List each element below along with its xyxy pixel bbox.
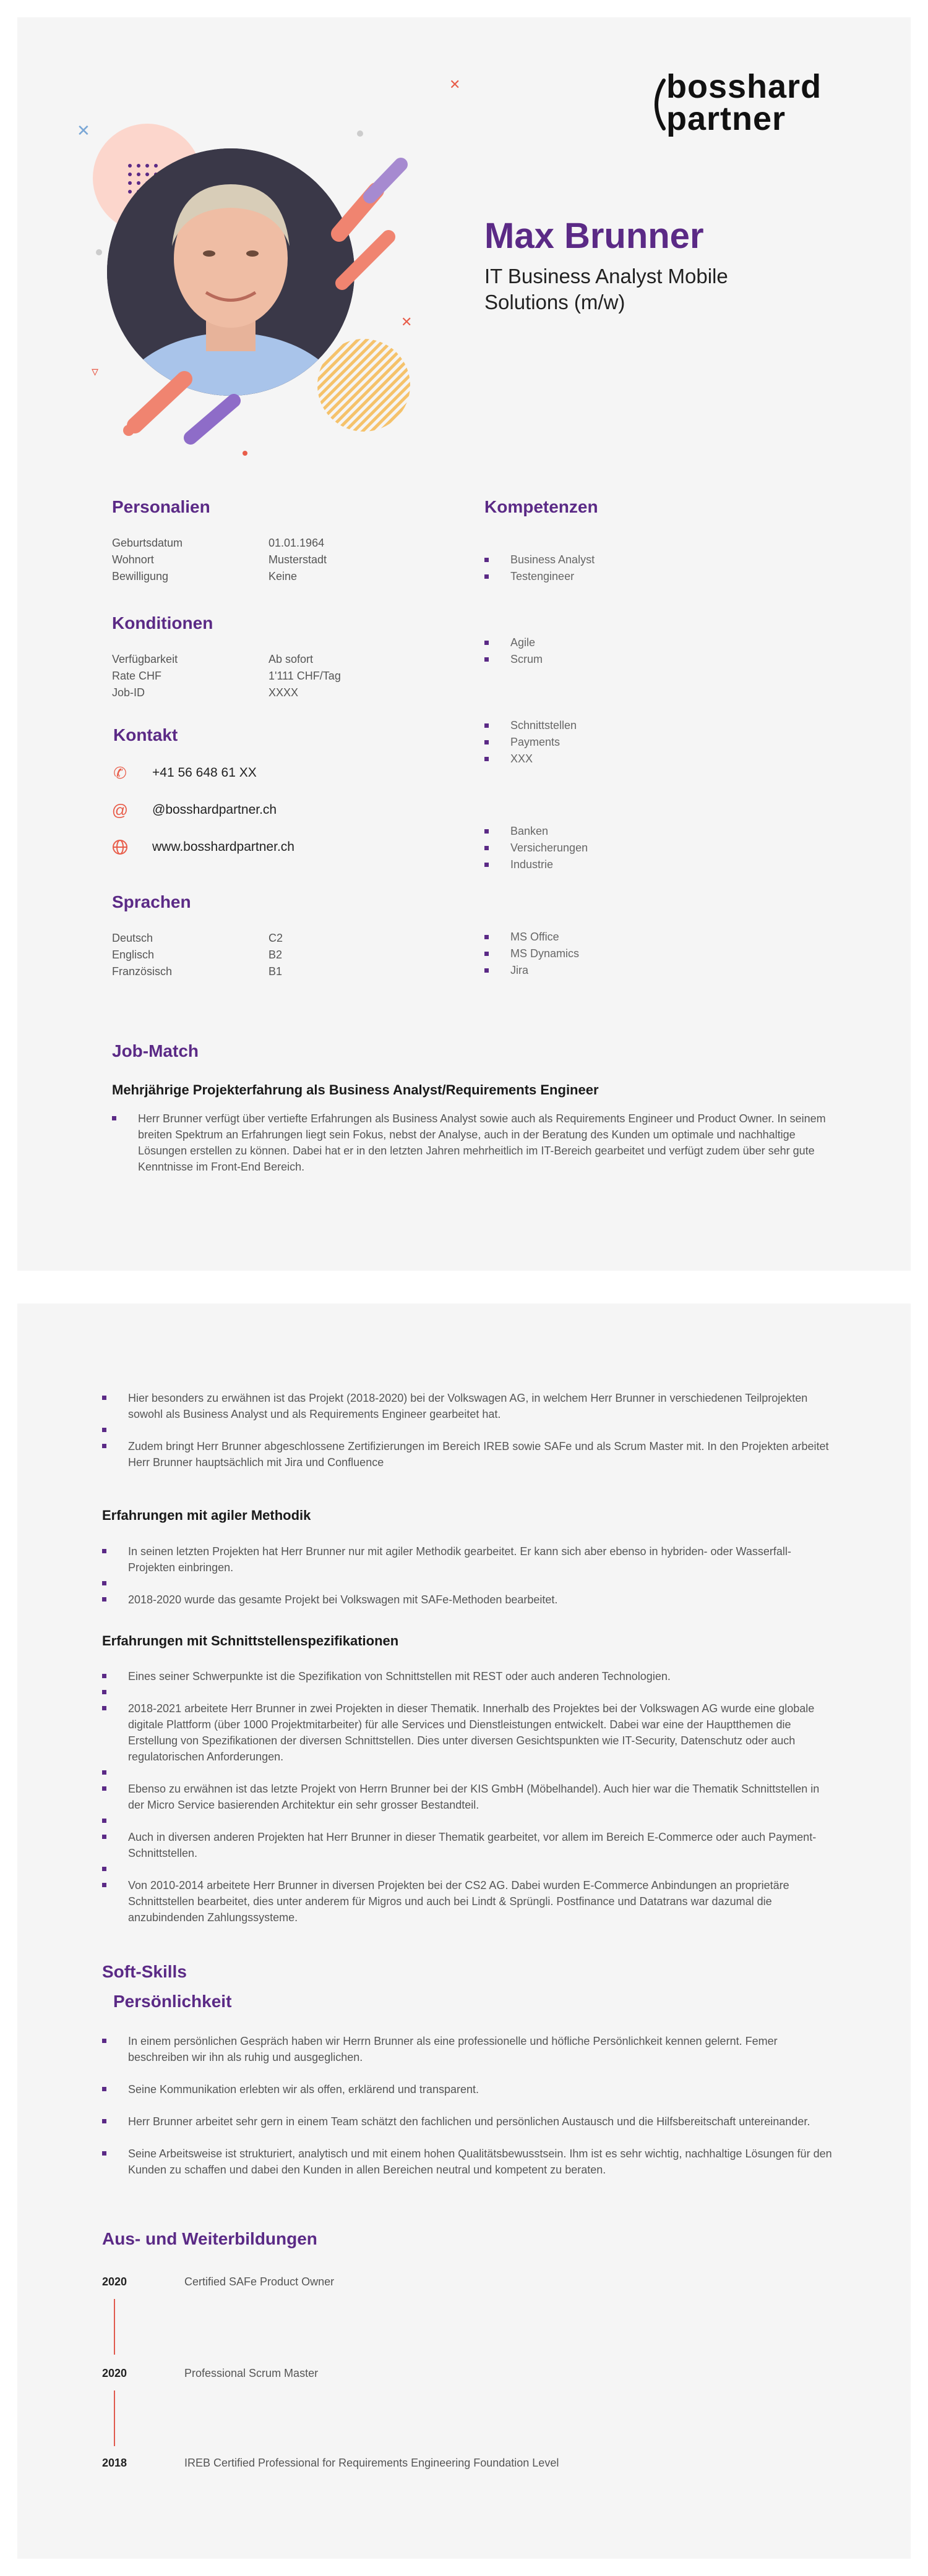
field-label: Bewilligung	[112, 570, 169, 582]
personalien-row	[112, 552, 327, 568]
svg-text:✕: ✕	[449, 77, 461, 93]
contact-phone[interactable]	[110, 763, 257, 783]
kompetenzen-group-2	[484, 634, 543, 668]
timeline-year: 2020	[102, 2367, 127, 2379]
logo-text-line2: partner	[666, 100, 786, 137]
konditionen-row	[112, 668, 341, 685]
personalien-row	[112, 568, 327, 585]
kompetenzen-group-1	[484, 552, 595, 585]
field-value: 01.01.1964	[269, 537, 325, 549]
svg-text:▿: ▿	[92, 364, 99, 380]
list-item: Hier besonders zu erwähnen ist das Projekt (2018-2020) bei der Volkswagen AG, in welchem Herr Brunner in verschiedenen Teilprojekten sowohl als Business Analyst und als Requirements Engineer gearbeitet hat.	[102, 1390, 832, 1422]
heading-sprachen: Sprachen	[112, 892, 191, 911]
list-item: MS Dynamics	[484, 945, 579, 962]
company-logo	[645, 68, 849, 142]
contact-website[interactable]	[110, 837, 294, 857]
language-label: Französisch	[112, 965, 173, 978]
list-item: Auch in diversen anderen Projekten hat Herr Brunner in dieser Thematik gearbeitet, vor allem im Bereich E-Commerce oder auch Payment-Schnittstellen.	[102, 1829, 832, 1861]
kompetenzen-group-5	[484, 929, 579, 979]
heading-soft-skills: Soft-Skills	[102, 1962, 187, 1981]
field-label: Rate CHF	[112, 670, 162, 682]
konditionen-row	[112, 685, 341, 701]
list-item: Versicherungen	[484, 840, 588, 856]
language-level: B1	[269, 965, 283, 978]
kompetenzen-group-4	[484, 823, 588, 873]
website-url: www.bosshardpartner.ch	[152, 840, 294, 854]
list-item: Agile	[484, 634, 543, 651]
list-item: Zudem bringt Herr Brunner abgeschlossene Zertifizierungen im Bereich IREB sowie SAFe und als Scrum Master mit. In den Projekten arbeitet Herr Brunner hauptsächlich mit Jira und Confluence	[102, 1438, 832, 1470]
timeline-text: Certified SAFe Product Owner	[184, 2275, 335, 2288]
heading-education: Aus- und Weiterbildungen	[102, 2229, 317, 2248]
persoenlichkeit-list	[102, 2033, 832, 2178]
agile-list	[102, 1543, 832, 1608]
timeline-year: 2018	[102, 2457, 127, 2469]
list-item: Testengineer	[484, 568, 595, 585]
list-item: MS Office	[484, 929, 579, 945]
timeline-year: 2020	[102, 2275, 127, 2288]
globe-icon	[110, 837, 130, 857]
list-item: 2018-2020 wurde das gesamte Projekt bei Volkswagen mit SAFe-Methoden bearbeitet.	[102, 1592, 832, 1608]
contact-email[interactable]	[110, 800, 277, 820]
list-item	[102, 1576, 832, 1592]
svg-text:✕: ✕	[401, 315, 413, 330]
timeline-connector	[114, 2299, 115, 2355]
list-item: In einem persönlichen Gespräch haben wir Herrn Brunner als eine professionelle und höfliche Persönlichkeit kennen gelernt. Femer beschreiben wir ihn als ruhig und ausgeglichen.	[102, 2033, 832, 2065]
list-item: Banken	[484, 823, 588, 840]
language-label: Englisch	[112, 949, 155, 961]
at-icon: @	[111, 800, 129, 819]
intro-list	[102, 1390, 832, 1470]
list-item	[102, 1765, 832, 1781]
svg-text:✕: ✕	[77, 122, 90, 140]
list-item: Seine Arbeitsweise ist strukturiert, analytisch und mit einem hohen Qualitätsbewusstsein. Ihm ist es sehr wichtig, nachhaltige Lösungen für den Kunden zu schaffen und dabei den Kunden in allen Bereichen neutral und kompetent zu beraten.	[102, 2146, 832, 2178]
jobmatch-list	[112, 1111, 836, 1175]
job-title-line2: Solutions (m/w)	[484, 291, 625, 313]
language-level: C2	[269, 932, 283, 944]
sprachen-row	[112, 963, 283, 980]
timeline-text: IREB Certified Professional for Requirements Engineering Foundation Level	[184, 2457, 559, 2469]
language-level: B2	[269, 949, 283, 961]
field-label: Geburtsdatum	[112, 537, 183, 549]
list-item: Schnittstellen	[484, 717, 577, 734]
page-2	[17, 1303, 911, 2559]
field-label: Verfügbarkeit	[112, 653, 178, 665]
list-item: Von 2010-2014 arbeitete Herr Brunner in diversen Projekten bei der CS2 AG. Dabei wurden E-Commerce Anbindungen an proprietäre Schnittstellen bearbeitet, dies unter anderem für Migros und auch bei Lindt & Sprüngli. Postfinance und Datatrans war dazumal die anzubindenden Zahlungssysteme.	[102, 1877, 832, 1926]
list-item: XXX	[484, 751, 577, 767]
page-1	[17, 17, 911, 1271]
list-item	[102, 1422, 832, 1438]
list-item	[102, 1684, 832, 1700]
heading-agile: Erfahrungen mit agiler Methodik	[102, 1508, 311, 1523]
jobmatch-subheading: Mehrjährige Projekterfahrung als Business Analyst/Requirements Engineer	[112, 1082, 599, 1098]
phone-number: +41 56 648 61 XX	[152, 766, 257, 780]
list-item: Herr Brunner verfügt über vertiefte Erfahrungen als Business Analyst sowie auch als Requirements Engineer und Product Owner. In seinem breiten Spektrum an Erfahrungen liegt sein Fokus, nebst der Analyse, auch in der Beratung des Kunden um optimale und nachhaltige Lösungen erstellen zu können. Dabei hat er in den letzten Jahren mehrheitlich im IT-Bereich gearbeitet und verfügt zudem über sehr gute Kenntnisse im Front-End Bereich.	[112, 1111, 836, 1175]
personalien-table	[112, 535, 327, 585]
list-item: Scrum	[484, 651, 543, 668]
list-item: Business Analyst	[484, 552, 595, 568]
phone-icon: ✆	[113, 763, 127, 782]
sprachen-row	[112, 930, 283, 947]
list-item: Eines seiner Schwerpunkte ist die Spezifikation von Schnittstellen mit REST oder auch anderen Technologien.	[102, 1668, 832, 1684]
logo-text-line1: bosshard	[666, 68, 822, 105]
job-title-line1: IT Business Analyst Mobile	[484, 265, 728, 288]
email-address: @bosshardpartner.ch	[152, 803, 277, 817]
sprachen-table	[112, 930, 283, 980]
list-item: Industrie	[484, 856, 588, 873]
portrait-photo	[104, 147, 364, 493]
field-value: Musterstadt	[269, 553, 327, 566]
heading-kompetenzen: Kompetenzen	[484, 497, 598, 516]
portrait-decoration	[77, 77, 461, 463]
field-value: Keine	[269, 570, 298, 582]
konditionen-table	[112, 651, 341, 701]
heading-personalien: Personalien	[112, 497, 210, 516]
heading-jobmatch: Job-Match	[112, 1041, 199, 1060]
field-value: Ab sofort	[269, 653, 314, 665]
heading-persoenlichkeit: Persönlichkeit	[113, 1992, 232, 2011]
heading-konditionen: Konditionen	[112, 613, 213, 633]
list-item: Ebenso zu erwähnen ist das letzte Projekt von Herrn Brunner bei der KIS GmbH (Möbelhandel). Auch hier war die Thematik Schnittstellen in der Micro Service basierenden Architektur ein sehr grosser Bestandteil.	[102, 1781, 832, 1813]
personalien-row	[112, 535, 327, 552]
timeline-text: Professional Scrum Master	[184, 2367, 319, 2379]
list-item	[102, 1861, 832, 1877]
field-value: XXXX	[269, 686, 299, 699]
konditionen-row	[112, 651, 341, 668]
schnittstellen-list	[102, 1668, 832, 1926]
list-item: Payments	[484, 734, 577, 751]
list-item: 2018-2021 arbeitete Herr Brunner in zwei Projekten in dieser Thematik. Innerhalb des Projektes bei der Volkswagen AG wurde eine globale digitale Plattform (über 1000 Projektmitarbeiter) für alle Services und Dienstleistungen entwickelt. Dabei war eine der Hauptthemen die Erstellung von Spezifikationen der diversen Schnittstellen. Dies unter diversen Gesichtspunkten wie IT-Security, Datenschutz oder auch regulatorischen Anforderungen.	[102, 1700, 832, 1765]
heading-kontakt: Kontakt	[113, 725, 178, 744]
list-item: Seine Kommunikation erlebten wir als offen, erklärend und transparent.	[102, 2081, 832, 2097]
language-label: Deutsch	[112, 932, 153, 944]
kompetenzen-group-3	[484, 717, 577, 767]
field-label: Wohnort	[112, 553, 154, 566]
sprachen-row	[112, 947, 283, 963]
field-label: Job-ID	[112, 686, 145, 699]
list-item: Jira	[484, 962, 579, 979]
list-item: In seinen letzten Projekten hat Herr Brunner nur mit agiler Methodik gearbeitet. Er kann sich aber ebenso in hybriden- oder Wasserfall-Projekten einbringen.	[102, 1543, 832, 1576]
heading-schnittstellen: Erfahrungen mit Schnittstellenspezifikationen	[102, 1633, 399, 1648]
list-item	[102, 1813, 832, 1829]
list-item: Herr Brunner arbeitet sehr gern in einem Team schätzt den fachlichen und persönlichen Austausch und die Hilfsbereitschaft untereinander.	[102, 2113, 832, 2130]
timeline-connector	[114, 2390, 115, 2446]
candidate-name: Max Brunner	[484, 216, 704, 256]
field-value: 1'111 CHF/Tag	[269, 670, 341, 682]
